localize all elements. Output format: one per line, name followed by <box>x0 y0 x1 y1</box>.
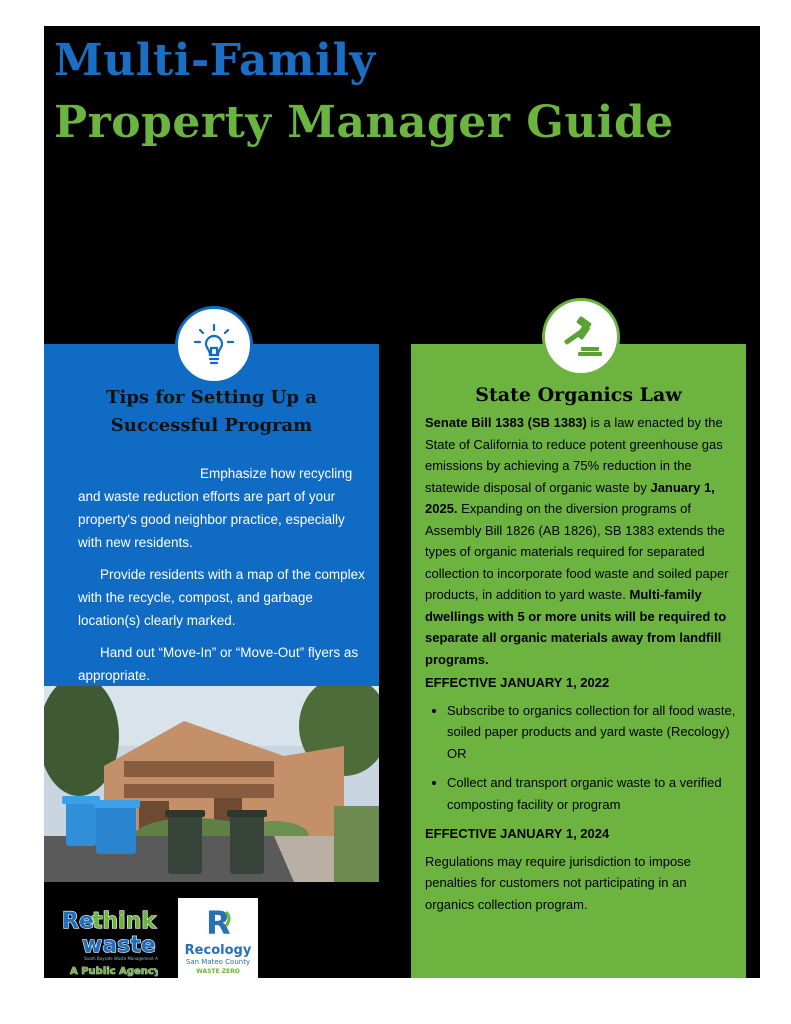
law-intro: Senate Bill 1383 (SB 1383) is a law enacted by the State of California to reduce potent greenhouse gas emissions by achieving a 75% reduction in the statewide disposal of organic waste by January 1, 2025. Expanding on the diversion programs of Assembly Bill 1826 (AB 1826), SB 1383 extends the types of organic materials required for separated collection to incorporate food waste and soiled paper products, in addition to yard waste. Multi-family dwellings with 5 or more units will be required to separate all organic materials away from landfill programs. <box>425 415 729 667</box>
bullet-2022-2: • Collect and transport organic waste to a verified composting facility or program <box>447 772 739 815</box>
recology-mark: R <box>206 904 231 942</box>
tips-paragraph-1: Emphasize how recycling and waste reduction efforts are part of your property's good neighbor practice, especially with new residents. <box>78 466 353 550</box>
recology-logo <box>178 898 258 978</box>
rethink-waste: waste <box>82 933 156 958</box>
gavel-icon <box>542 298 620 376</box>
organics-law-panel <box>411 344 746 978</box>
tips-panel <box>44 344 379 686</box>
recology-tag: WASTE ZERO <box>196 968 240 975</box>
bullet-2022-1: • Subscribe to organics collection for all food waste, soiled paper products and yard waste (Recology) OR <box>447 700 739 765</box>
title-line-1: Multi-Family <box>54 35 376 86</box>
guide-sheet <box>44 26 760 978</box>
recology-sub: San Mateo County <box>185 958 251 966</box>
tips-heading-line2: Successful Program <box>110 415 313 436</box>
rethink-waste-logo <box>58 900 158 978</box>
tips-heading-line1: Tips for Setting Up a <box>106 387 317 408</box>
effective-2024-heading: EFFECTIVE JANUARY 1, 2024 <box>425 826 610 841</box>
rethink-sub: South Bayside Waste Management A <box>84 956 158 961</box>
rethink-think: think <box>92 909 157 934</box>
law-body <box>425 412 739 915</box>
tips-body <box>78 462 368 696</box>
rethink-re: Re <box>62 909 94 934</box>
rethink-tag: A Public Agency <box>70 966 158 977</box>
lightbulb-icon <box>175 306 253 384</box>
tips-paragraph-2: Provide residents with a map of the complex with the recycle, compost, and garbage location(s) clearly marked. <box>78 567 365 628</box>
text-2024: Regulations may require jurisdiction to impose penalties for customers not participating in an organics collection program. <box>425 853 691 912</box>
bullets-2022 <box>425 700 739 816</box>
title-line-2: Property Manager Guide <box>54 97 674 148</box>
tips-heading <box>44 384 379 440</box>
recology-name: Recology <box>184 943 252 958</box>
tips-paragraph-3: Hand out “Move-In” or “Move-Out” flyers as appropriate. <box>78 645 359 683</box>
law-heading: State Organics Law <box>475 384 682 406</box>
effective-2022-heading: EFFECTIVE JANUARY 1, 2022 <box>425 675 610 690</box>
property-photo <box>44 686 379 882</box>
